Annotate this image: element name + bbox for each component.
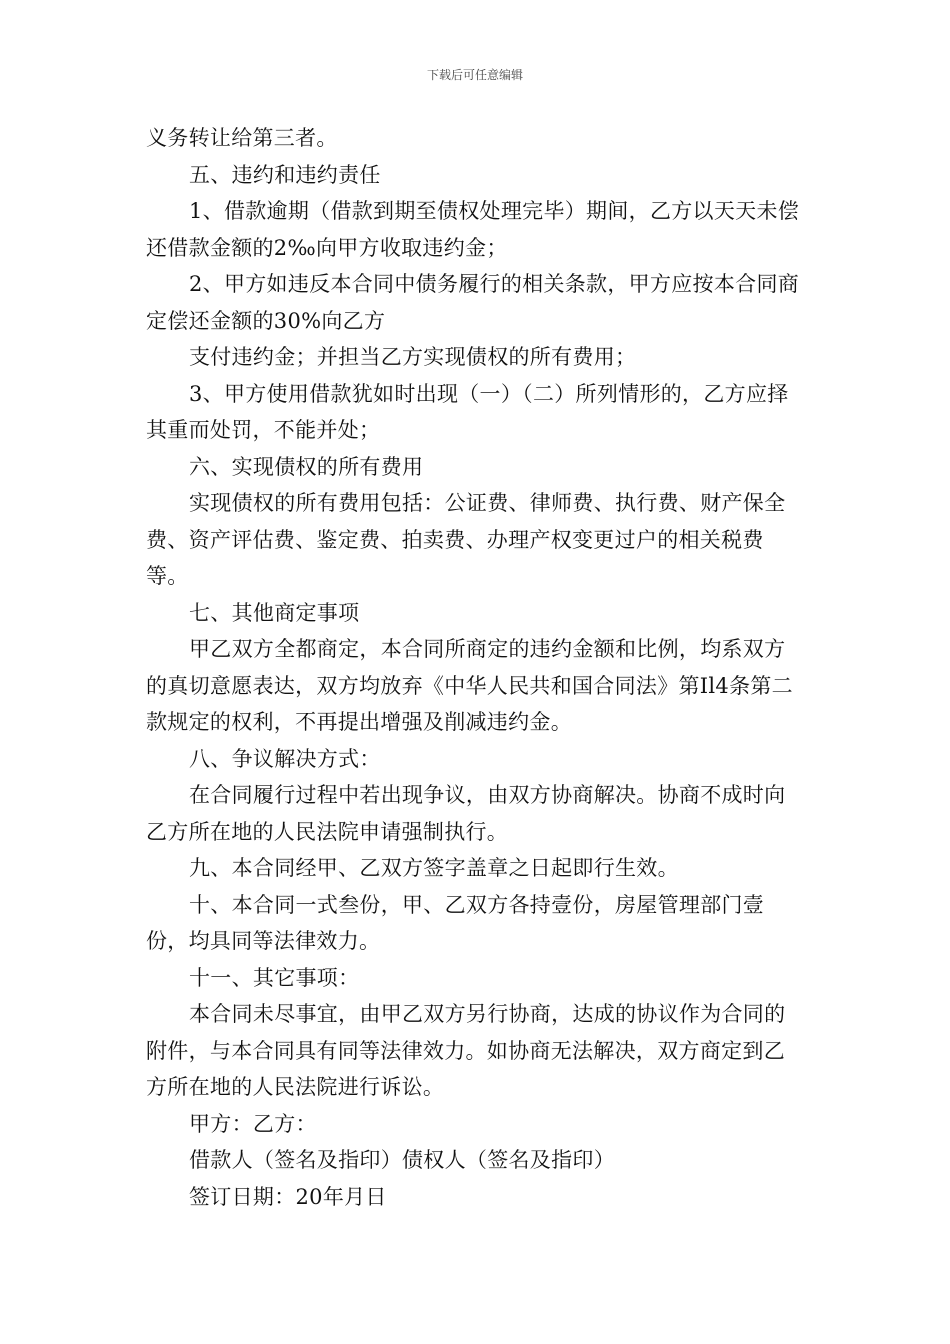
paragraph-6: 实现债权的所有费用包括：公证费、律师费、执行费、财产保全费、资产评估费、鉴定费、拍卖费、办理产权变更过户的相关税费等。	[146, 491, 786, 588]
section-10: 十、本合同一式叁份，甲、乙双方各持壹份，房屋管理部门壹份，均具同等法律效力。	[146, 892, 765, 953]
paragraph-8: 在合同履行过程中若出现争议，由双方协商解决。协商不成时向乙方所在地的人民法院申请强制执行。	[146, 783, 786, 844]
page-header: 下载后可任意编辑	[426, 68, 523, 82]
section-heading-5: 五、违约和违约责任	[189, 162, 381, 187]
document-body	[146, 120, 806, 1215]
signature-parties: 甲方：乙方：	[189, 1111, 317, 1136]
paragraph-5-1: 1、借款逾期（借款到期至债权处理完毕）期间，乙方以天天未偿还借款金额的2‰向甲方收取违约金；	[146, 199, 800, 260]
section-9: 九、本合同经甲、乙双方签字盖章之日起即行生效。	[189, 856, 679, 880]
paragraph-1: 义务转让给第三者。	[146, 126, 338, 150]
paragraph-5-2-cont: 支付违约金；并担当乙方实现债权的所有费用；	[189, 345, 637, 369]
section-heading-7: 七、其他商定事项	[189, 600, 360, 625]
section-heading-8: 八、争议解决方式：	[189, 746, 381, 771]
signing-date: 签订日期：20年月日	[189, 1184, 387, 1209]
paragraph-5-2: 2、甲方如违反本合同中债务履行的相关条款，甲方应按本合同商定偿还金额的30%向乙方	[146, 272, 800, 333]
signature-roles: 借款人（签名及指印）债权人（签名及指印）	[189, 1148, 615, 1172]
paragraph-5-3: 3、甲方使用借款犹如时出现（一）（二）所列情形的，乙方应择其重而处罚，不能并处；	[146, 381, 789, 442]
section-heading-11: 十一、其它事项：	[189, 965, 360, 990]
paragraph-7: 甲乙双方全都商定，本合同所商定的违约金额和比例，均系双方的真切意愿表达，双方均放弃《中华人民共和国合同法》第Il4条第二款规定的权利，不再提出增强及削减违约金。	[146, 637, 793, 734]
paragraph-11: 本合同未尽事宜，由甲乙双方另行协商，达成的协议作为合同的附件，与本合同具有同等法律效力。如协商无法解决，双方商定到乙方所在地的人民法院进行诉讼。	[146, 1002, 786, 1099]
section-heading-6: 六、实现债权的所有费用	[189, 454, 424, 479]
